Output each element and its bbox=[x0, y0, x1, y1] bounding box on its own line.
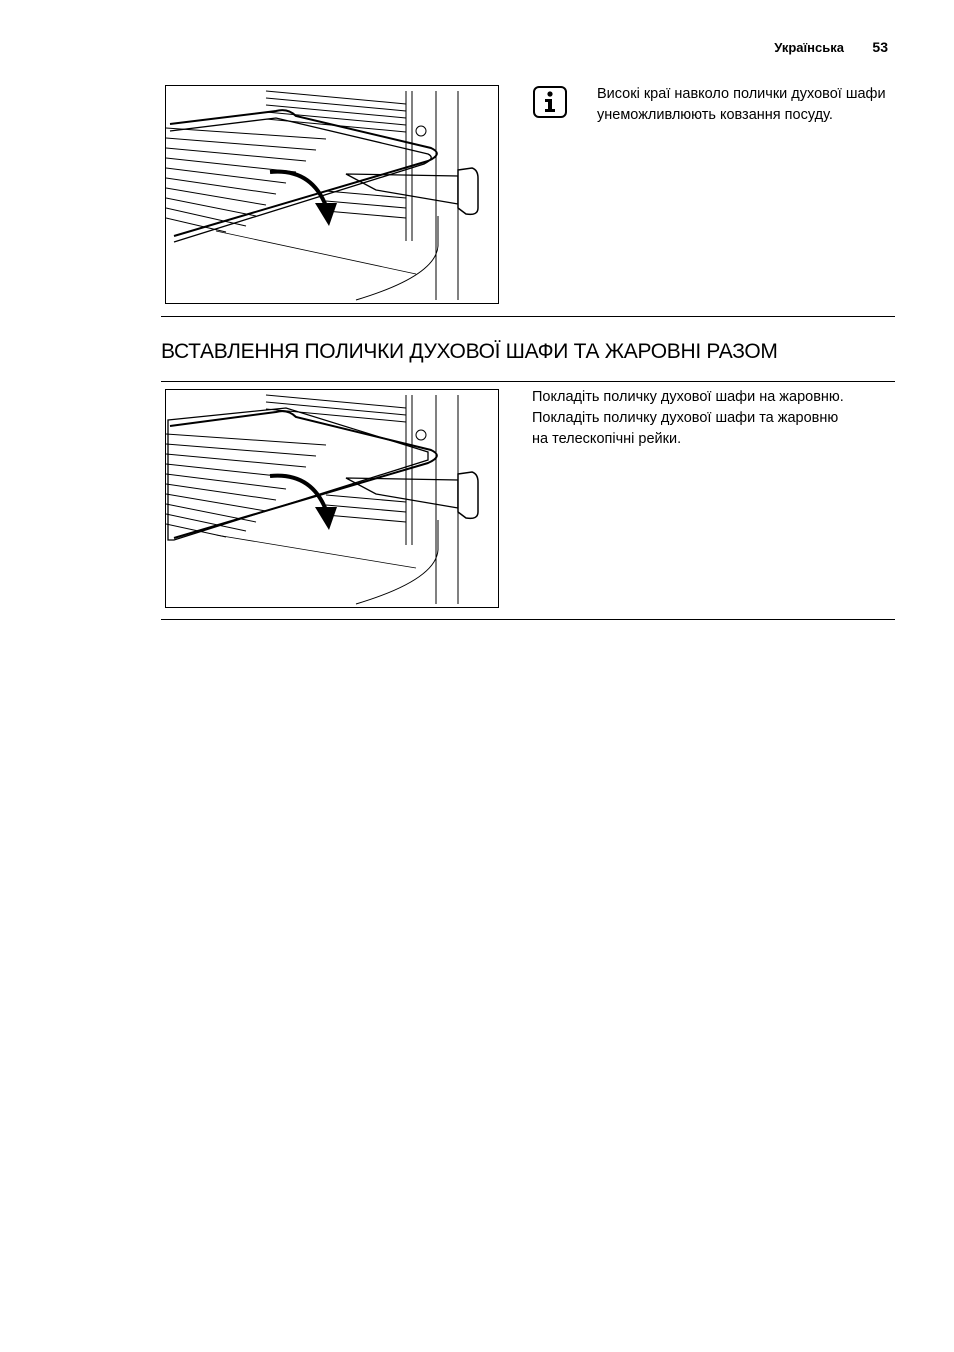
oven-shelf-and-tray-insertion-illustration bbox=[165, 389, 499, 608]
instructions bbox=[532, 387, 892, 450]
divider bbox=[161, 619, 895, 620]
section-title: ВСТАВЛЕННЯ ПОЛИЧКИ ДУХОВОЇ ШАФИ ТА ЖАРОВНІ РАЗОМ bbox=[161, 340, 778, 363]
divider bbox=[161, 316, 895, 317]
instruction-line: Покладіть поличку духової шафи та жаровню bbox=[532, 410, 839, 426]
instruction-line: на телескопічні рейки. bbox=[532, 431, 682, 447]
info-icon bbox=[533, 86, 567, 118]
page-number: 53 bbox=[872, 39, 888, 55]
header-language: Українська bbox=[774, 40, 844, 55]
oven-shelf-insertion-illustration bbox=[165, 85, 499, 304]
note-text: Високі краї навколо полички духової шафи унеможливлюють ковзання посуду. bbox=[597, 86, 886, 123]
divider bbox=[161, 381, 895, 382]
instruction-line: Покладіть поличку духової шафи на жаровню. bbox=[532, 389, 844, 405]
